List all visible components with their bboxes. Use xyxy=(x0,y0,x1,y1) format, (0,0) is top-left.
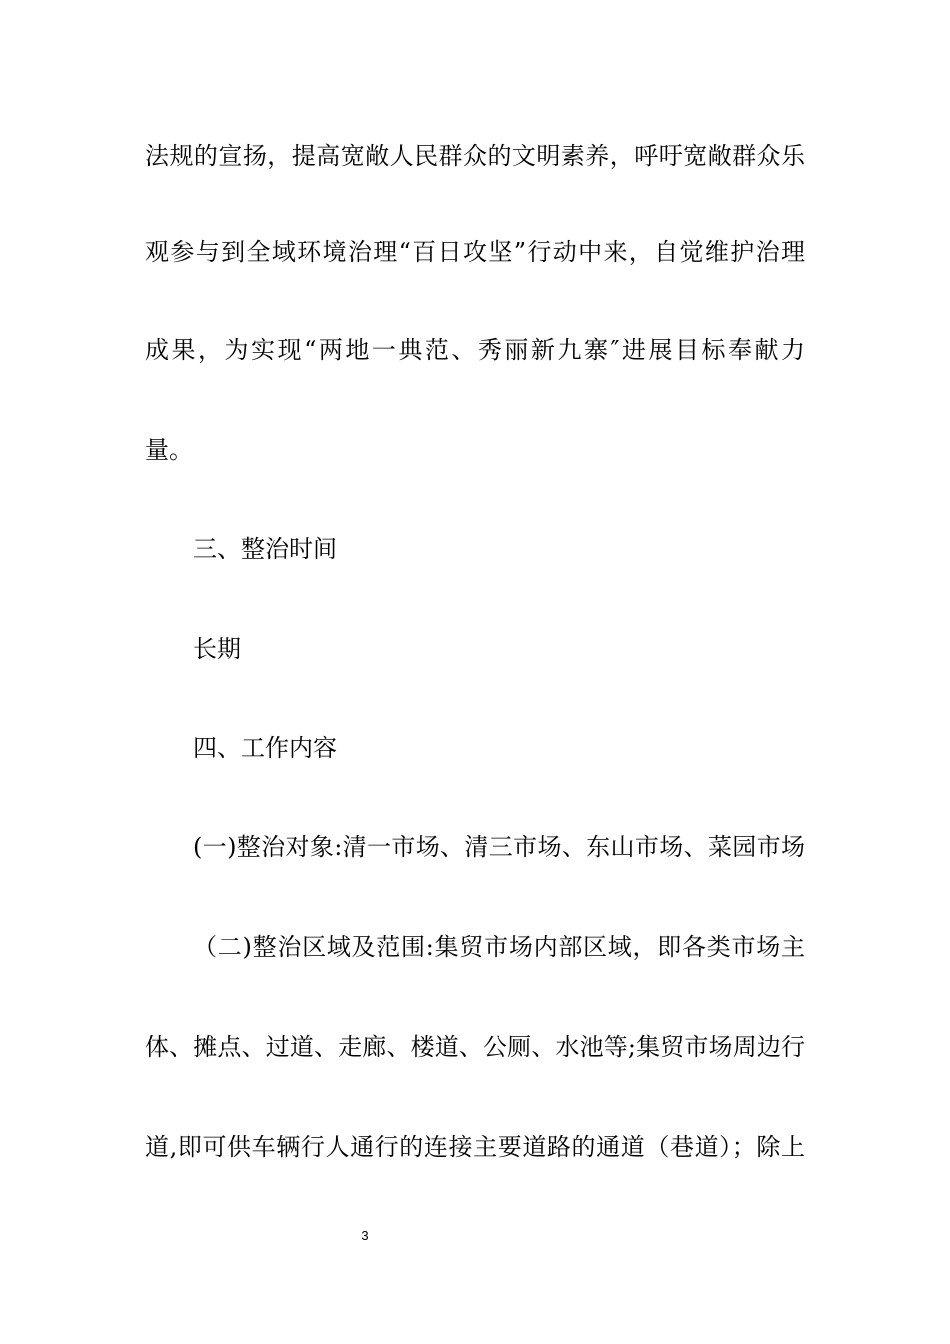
work-item-1: (一)整治对象:清一市场、清三市场、东山市场、菜园市场 xyxy=(193,833,805,861)
section-heading-work: 四、工作内容 xyxy=(193,734,337,762)
paragraph-line-3: 成果，为实现“两地一典范、秀丽新九寨″进展目标奉献力 xyxy=(145,336,805,364)
paragraph-line-1: 法规的宣扬，提高宽敞人民群众的文明素养，呼吁宽敞群众乐 xyxy=(145,142,805,170)
paragraph-line-4: 量。 xyxy=(145,436,193,464)
work-item-2-line-1: （二)整治区域及范围:集贸市场内部区域，即各类市场主 xyxy=(193,933,805,961)
time-value: 长期 xyxy=(193,635,241,663)
work-item-2-line-2: 体、摊点、过道、走廊、楼道、公厕、水池等;集贸市场周边行 xyxy=(145,1033,805,1061)
section-heading-time: 三、整治时间 xyxy=(193,535,337,563)
work-item-2-line-3: 道,即可供车辆行人通行的连接主要道路的通道（巷道）；除上 xyxy=(145,1133,805,1161)
paragraph-line-2: 观参与到全域环境治理“百日攻坚”行动中来，自觉维护治理 xyxy=(145,238,805,266)
page-number: 3 xyxy=(361,1228,369,1243)
